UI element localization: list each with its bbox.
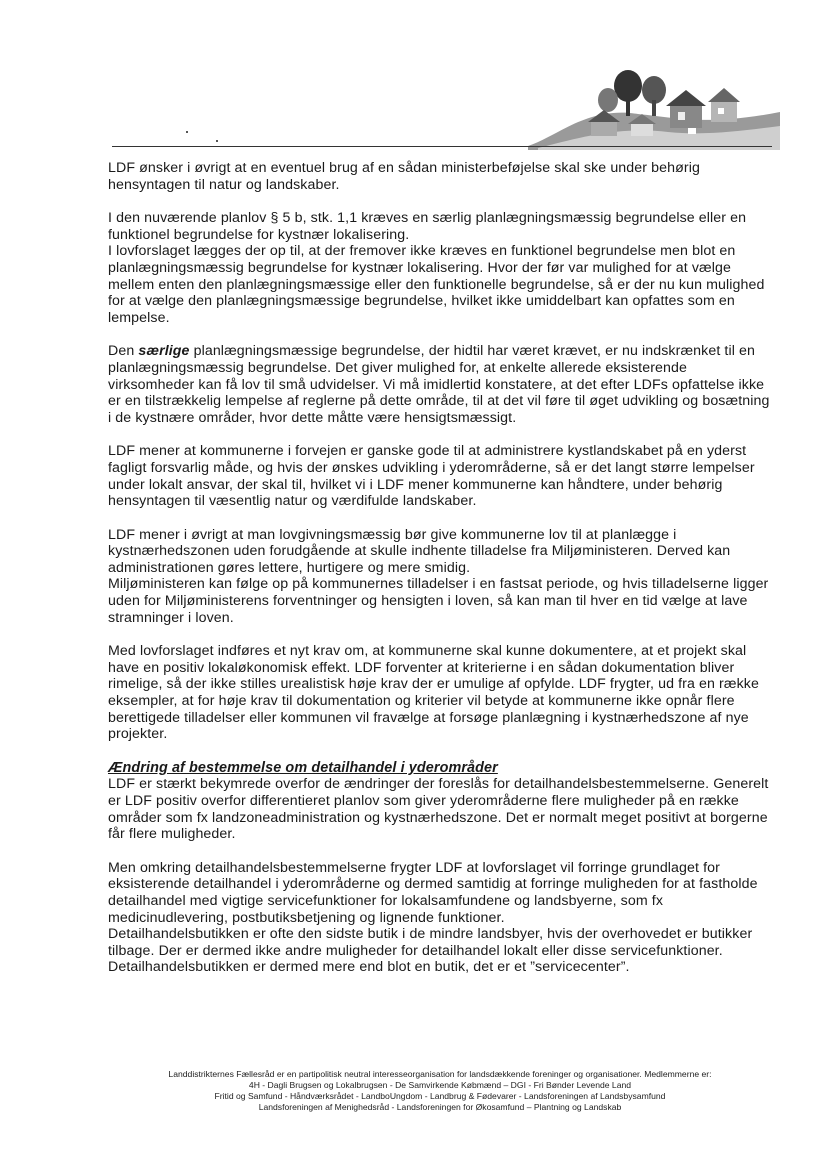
paragraph-lead: Den	[108, 343, 139, 360]
scan-speck	[216, 140, 218, 142]
paragraph	[108, 343, 776, 426]
paragraph: Men omkring detailhandelsbestemmelserne frygter LDF at lovforslaget vil forringe grundlaget for eksisterende detailhandel i yderområderne og dermed samtidig at forringe muligheden for at fastholde detailhandel med vigtige servicefunktioner for lokalsamfundene og landsbyerne, som fx medicinudlevering, postbutiksbetjening og lignende funktioner.	[108, 859, 758, 926]
footer	[100, 1069, 780, 1113]
footer-line: Landdistrikternes Fællesråd er en partipolitisk neutral interesseorganisation for landsdækkende foreninger og organisationer. Medlemmerne er:	[168, 1069, 712, 1079]
footer-line: Fritid og Samfund - Håndværksrådet - LandboUngdom - Landbrug & Fødevarer - Landsforeningen af Landsbysamfund	[214, 1091, 666, 1101]
paragraph: LDF ønsker i øvrigt at en eventuel brug af en sådan ministerbeføjelse skal ske under behørig hensyntagen til natur og landskaber.	[108, 160, 700, 193]
footer-line: Landsforeningen af Menighedsråd - Landsforeningen for Økosamfund – Plantning og Landskab	[258, 1102, 622, 1112]
paragraph: Detailhandelsbutikken er ofte den sidste butik i de mindre landsbyer, hvis der overhovedet er butikker tilbage. Der er dermed ikke andre muligheder for detailhandel lokalt eller disse servicefunktioner. Detailhandelsbutikken er dermed mere end blot en butik, det er et ”servicecenter”.	[108, 926, 753, 976]
paragraph: LDF mener i øvrigt at man lovgivningsmæssig bør give kommunerne lov til at planlægge i kystnærhedszonen uden forudgående at skulle indhente tilladelse fra Miljøministeren. Derved kan administrationen gøres lettere, hurtigere og mere smidig.	[108, 526, 731, 576]
section-heading: Ændring af bestemmelse om detailhandel i yderområder	[108, 759, 498, 776]
header-rule	[112, 146, 772, 147]
letter-body	[108, 160, 776, 993]
paragraph: Med lovforslaget indføres et nyt krav om, at kommunerne skal kunne dokumentere, at et projekt skal have en positiv lokaløkonomisk effekt. LDF forventer at kriterierne i en sådan dokumentation bliver rimelige, så der ikke stilles urealistisk høje krav der er umulige af opfylde. LDF frygter, ud fra en række eksempler, at for høje krav til dokumentation og kriterier vil betyde at kommunerne ikke opnår flere berettigede tilladelser eller kommunen vil fravælge at forsøge planlægning i kystnærhedszone af nye projekter.	[108, 643, 759, 743]
paragraph: I lovforslaget lægges der op til, at der fremover ikke kræves en funktionel begrundelse men blot en planlægningsmæssig begrundelse for kystnær lokalisering. Hvor der før var mulighed for at vælge mellem enten den planlægningsmæssige eller den funktionelle begrundelse, så er der nu kun mulighed for at vælge den planlægningsmæssige begrundelse, hvilket ikke umiddelbart kan opfattes som en lempelse.	[108, 243, 765, 326]
paragraph: LDF mener at kommunerne i forvejen er ganske gode til at administrere kystlandskabet på en yderst fagligt forsvarlig måde, og hvis der ønskes udvikling i yderområderne, så er det langt større lempelser under lokalt ansvar, der skal til, hvilket vi i LDF mener kommunerne kan håndtere, under behørig hensyntagen til væsentlig natur og værdifulde landskaber.	[108, 443, 755, 510]
village-landscape-icon	[528, 66, 780, 150]
paragraph: I den nuværende planlov § 5 b, stk. 1,1 kræves en særlig planlægningsmæssig begrundelse eller en funktionel begrundelse for kystnær lokalisering.	[108, 210, 747, 243]
emphasis: særlige	[138, 343, 190, 360]
paragraph: LDF er stærkt bekymrede overfor de ændringer der foreslås for detailhandelsbestemmelserne. Generelt er LDF positiv overfor differentieret planlov som giver yderområderne flere muligheder på en række områder som fx landzoneadministration og kystnærhedszone. Det er normalt meget positivt at borgerne får flere muligheder.	[108, 776, 769, 843]
paragraph: Miljøministeren kan følge op på kommunernes tilladelser i en fastsat periode, og hvis tilladelserne ligger uden for Miljøministerens forventninger og hensigten i loven, så kan man til hver en tid vælge at lave stramninger i loven.	[108, 576, 769, 626]
paragraph-rest: planlægningsmæssige begrundelse, der hidtil har været krævet, er nu indskrænket til en planlægningsmæssig begrundelse. Det giver mulighed for, at enkelte allerede eksisterende virksomheder kan få lov til små udvidelser. Vi må imidlertid konstatere, at det efter LDFs opfattelse ikke er en tilstrækkelig lempelse af reglerne på dette område, til at det vil føre til øget udvikling og bosætning i de kystnære områder, hvor dette måtte være hensigtsmæssigt.	[108, 343, 770, 426]
footer-line: 4H - Dagli Brugsen og Lokalbrugsen - De Samvirkende Købmænd – DGI - Fri Bønder Levende Land	[248, 1080, 632, 1090]
scan-speck	[186, 131, 188, 133]
